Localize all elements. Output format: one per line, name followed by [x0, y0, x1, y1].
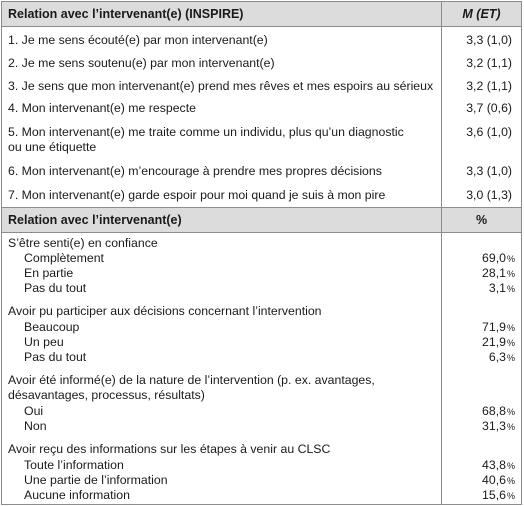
answer-value: 28,1%: [482, 266, 515, 280]
answer-value: 40,6%: [482, 473, 515, 487]
section1-header-stat: M (ET): [462, 7, 501, 21]
answer-label: Aucune information: [24, 488, 130, 502]
answer-label: Non: [24, 419, 47, 433]
answer-label: Beaucoup: [24, 320, 80, 334]
item-value: 3,6 (1,0): [466, 125, 512, 139]
item-text: 7. Mon intervenant(e) garde espoir pour moi quand je suis à mon pire: [8, 188, 386, 202]
column-divider: [441, 208, 442, 504]
column-divider: [441, 27, 442, 207]
item-value: 3,2 (1,1): [466, 56, 512, 70]
question-text: S’être senti(e) en confiance: [8, 236, 158, 250]
answer-label: Un peu: [24, 335, 64, 349]
section1-header: [2, 2, 521, 26]
answer-label: Complètement: [24, 251, 104, 265]
answer-value: 71,9%: [482, 320, 515, 334]
answer-label: Pas du tout: [24, 350, 87, 364]
answer-value: 69,0%: [482, 251, 515, 265]
answer-value: 31,3%: [482, 419, 515, 433]
question-text: Avoir été informé(e) de la nature de l’intervention (p. ex. avantages, désavantages, processus, résultats): [8, 373, 375, 402]
answer-value: 3,1%: [488, 281, 515, 295]
section1-header-label: Relation avec l’intervenant(e) (INSPIRE): [8, 7, 244, 21]
answer-label: Oui: [24, 404, 44, 418]
section2-header-label: Relation avec l’intervenant(e): [8, 213, 182, 227]
item-value: 3,0 (1,3): [466, 188, 512, 202]
item-text: 5. Mon intervenant(e) me traite comme un individu, plus qu’un diagnostic ou une étiquette: [8, 125, 404, 154]
answer-value: 68,8%: [482, 404, 515, 418]
column-divider: [441, 2, 442, 26]
answer-value: 43,8%: [482, 458, 515, 472]
section2-header: [2, 208, 521, 232]
question-text: Avoir pu participer aux décisions concernant l’intervention: [8, 304, 322, 318]
answer-label: En partie: [24, 266, 74, 280]
item-value: 3,3 (1,0): [466, 164, 512, 178]
answer-label: Toute l’information: [24, 458, 124, 472]
item-value: 3,2 (1,1): [466, 79, 512, 93]
section2-header-stat: %: [475, 213, 488, 227]
answer-label: Pas du tout: [24, 281, 87, 295]
answer-value: 6,3%: [488, 350, 515, 364]
question-text: Avoir reçu des informations sur les étapes à venir au CLSC: [8, 442, 331, 456]
item-text: 2. Je me sens soutenu(e) par mon intervenant(e): [8, 56, 275, 70]
item-text: 6. Mon intervenant(e) m’encourage à prendre mes propres décisions: [8, 164, 382, 178]
item-value: 3,7 (0,6): [466, 101, 512, 115]
item-text: 1. Je me sens écouté(e) par mon intervenant(e): [8, 33, 268, 47]
item-text: 3. Je sens que mon intervenant(e) prend mes rêves et mes espoirs au sérieux: [8, 79, 434, 93]
item-value: 3,3 (1,0): [466, 33, 512, 47]
item-text: 4. Mon intervenant(e) me respecte: [8, 101, 196, 115]
results-table: [1, 1, 522, 505]
divider: [2, 232, 521, 233]
divider: [2, 26, 521, 27]
answer-value: 15,6%: [482, 488, 515, 502]
answer-value: 21,9%: [482, 335, 515, 349]
answer-label: Une partie de l’information: [24, 473, 168, 487]
